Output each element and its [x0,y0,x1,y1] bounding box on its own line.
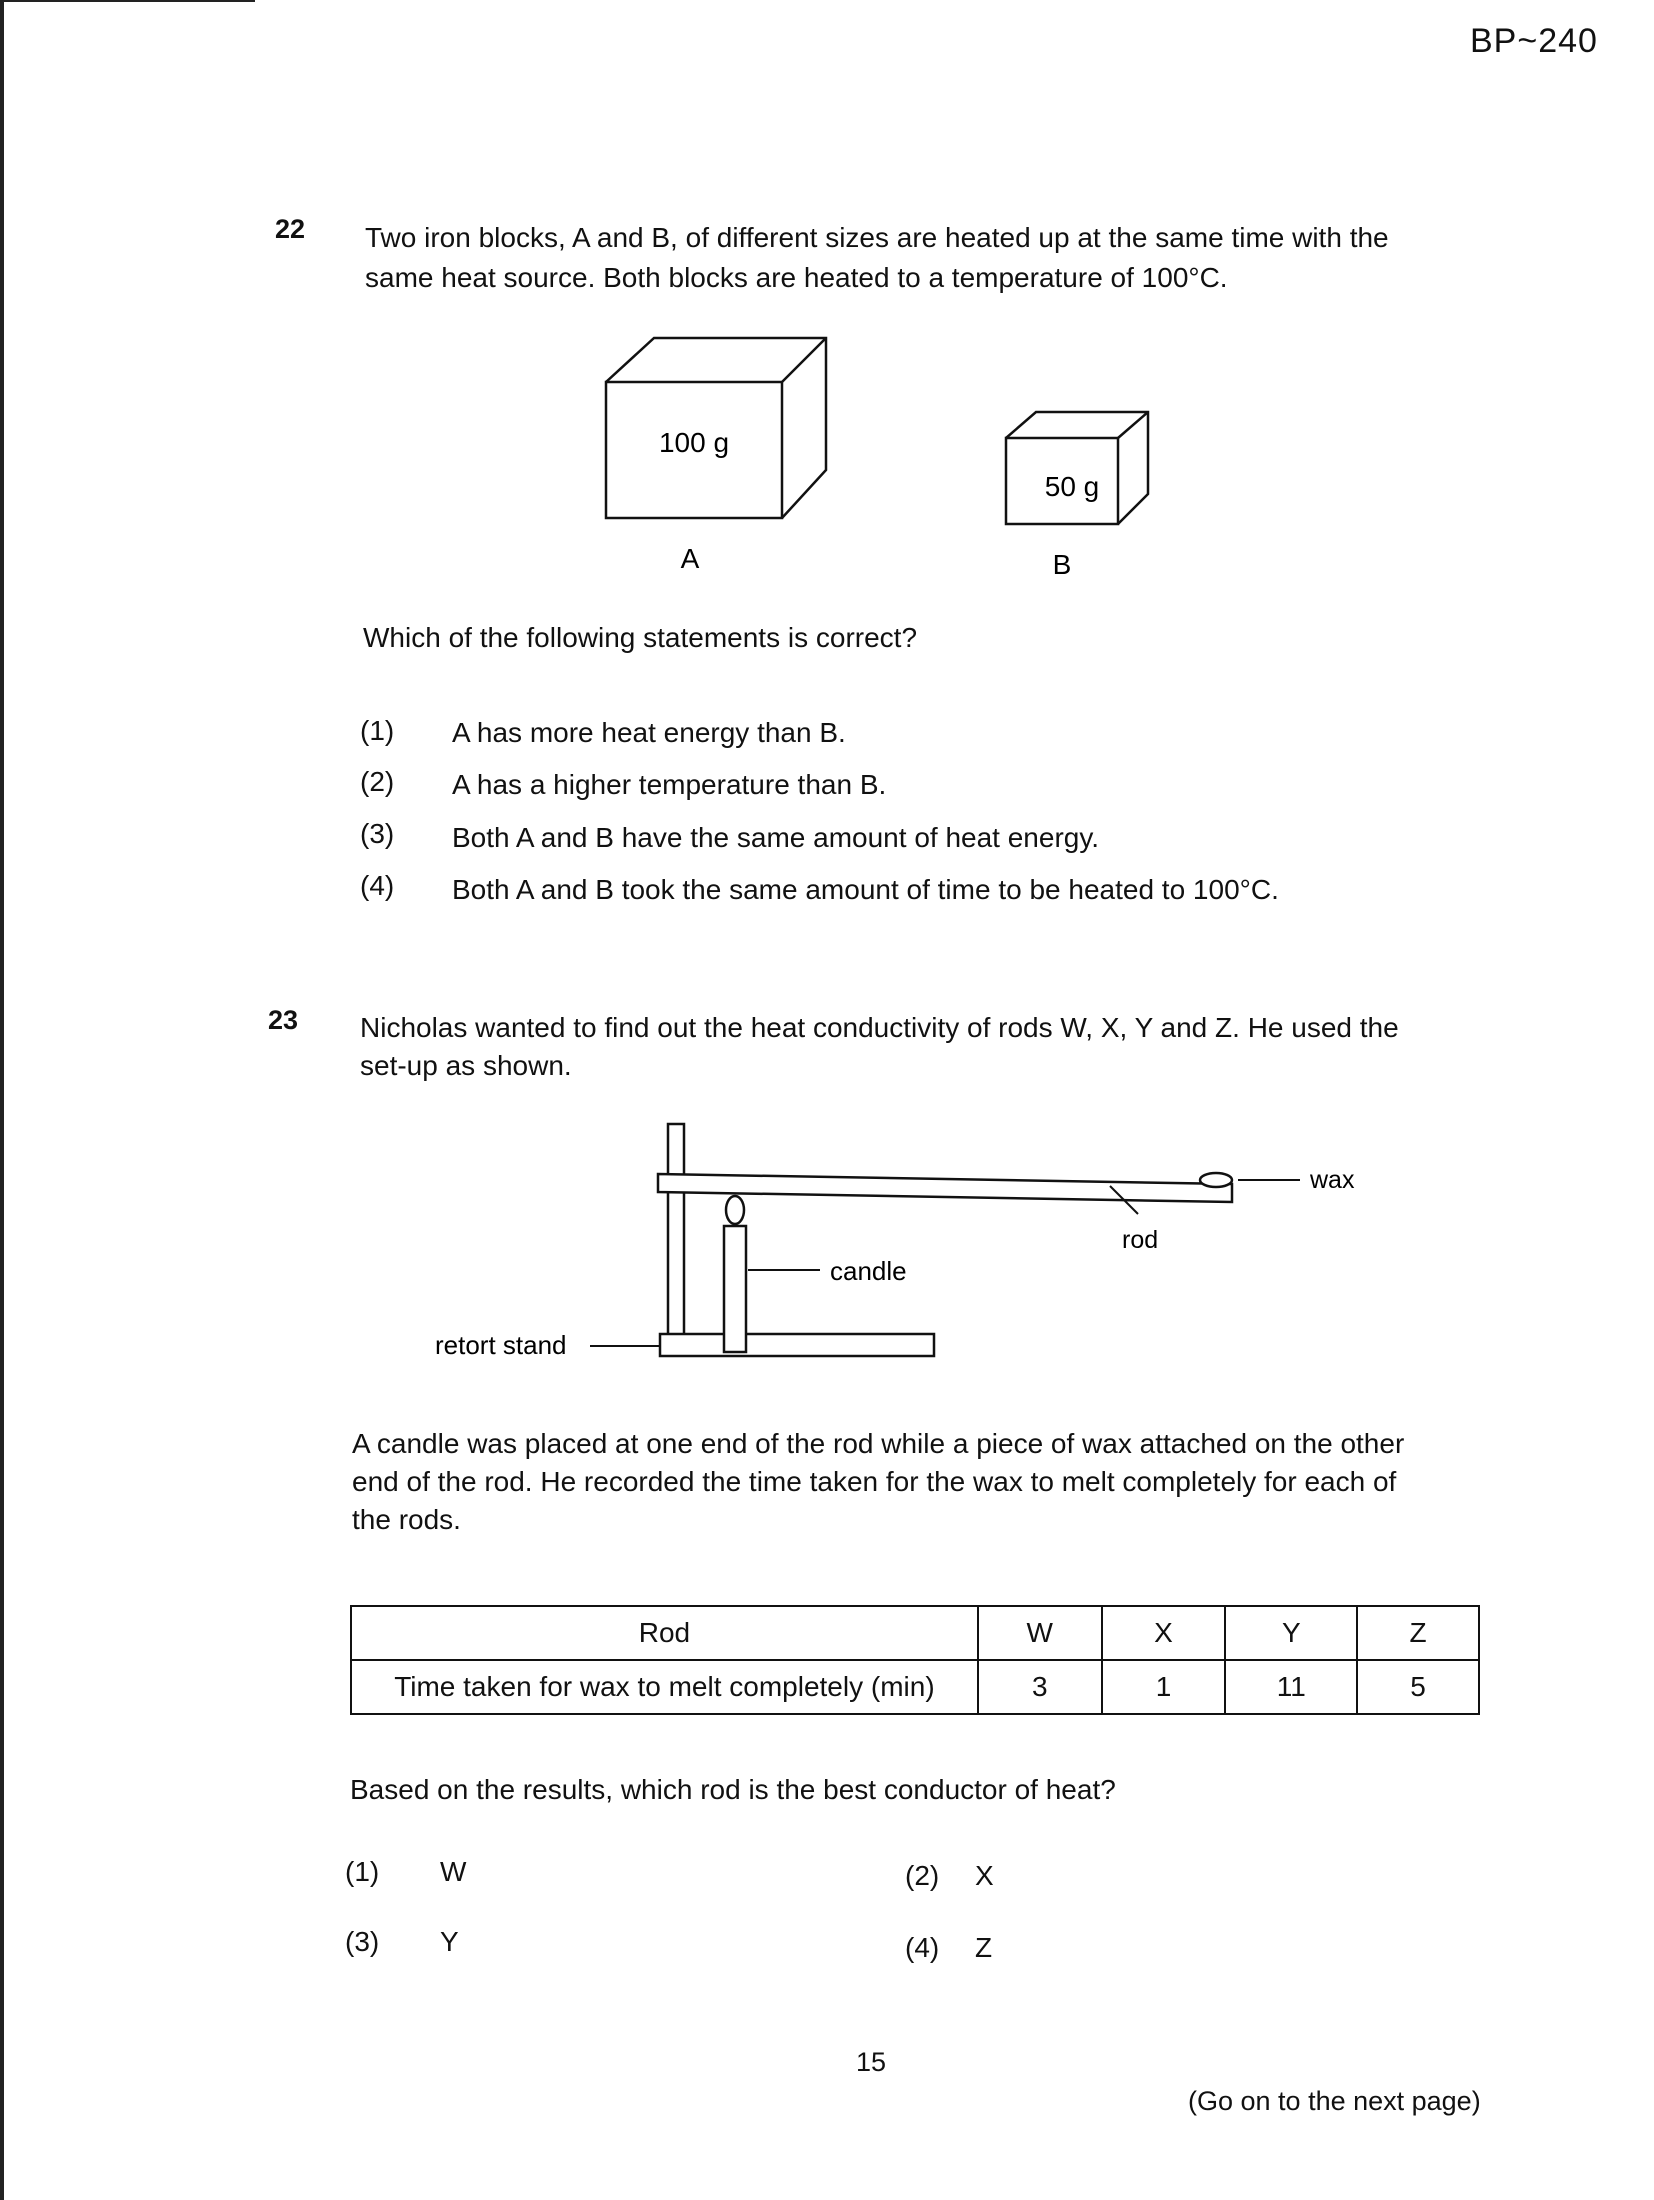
table-cell: 11 [1225,1660,1357,1714]
scan-edge-top [0,0,255,2]
question-22-number: 22 [275,214,306,244]
wax-piece [1200,1173,1232,1187]
q22-option-2-number: (2) [360,766,395,797]
block-b-label: B [1052,549,1072,580]
block-a-label: A [680,543,700,574]
results-table [350,1605,1480,1715]
candle-label: candle [830,1256,907,1286]
question-23-prompt: Based on the results, which rod is the best conductor of heat? [350,1774,1116,1805]
question-23-number: 23 [268,1005,299,1035]
table-cell: 1 [1102,1660,1226,1714]
q22-option-1-text: A has more heat energy than B. [452,717,846,748]
q22-option-1-number: (1) [360,715,395,746]
table-header-cell: X [1102,1606,1226,1660]
question-22-prompt: Which of the following statements is correct? [363,622,918,653]
table-header-cell: Z [1357,1606,1479,1660]
candle [724,1196,746,1352]
retort-stand-label: retort stand [435,1330,567,1360]
table-header-row [351,1606,1479,1660]
q22-option-4-number: (4) [360,870,395,901]
page-number: 15 [856,2047,887,2077]
table-header-cell: Rod [351,1606,978,1660]
table-cell: Time taken for wax to melt completely (min) [351,1660,978,1714]
q23-option-4-text: Z [975,1932,993,1963]
question-22-stem-line2: same heat source. Both blocks are heated to a temperature of 100°C. [365,262,1228,293]
table-cell: 3 [978,1660,1102,1714]
retort-stand [660,1124,934,1356]
q23-option-3-text: Y [440,1926,459,1957]
heat-conduction-setup-diagram [420,1110,1380,1380]
q23-option-4-number: (4) [905,1932,940,1963]
iron-blocks-diagram [590,330,1190,590]
question-23-stem-line1: Nicholas wanted to find out the heat conductivity of rods W, X, Y and Z. He used the [360,1012,1399,1043]
question-22-stem-line1: Two iron blocks, A and B, of different sizes are heated up at the same time with the [365,222,1389,253]
q22-option-4-text: Both A and B took the same amount of time to be heated to 100°C. [452,874,1279,905]
question-23-stem-line2: set-up as shown. [360,1050,572,1081]
q23-option-1-text: W [440,1856,467,1887]
q23-option-3-number: (3) [345,1926,380,1957]
table-header-cell: Y [1225,1606,1357,1660]
wax-label: wax [1310,1166,1355,1194]
block-a-mass: 100 g [658,427,730,458]
block-b-mass: 50 g [1044,471,1100,502]
question-23-desc-line2: end of the rod. He recorded the time taken for the wax to melt completely for each of [352,1466,1397,1497]
page-code: BP~240 [1470,22,1598,60]
table-cell: 5 [1357,1660,1479,1714]
q22-option-2-text: A has a higher temperature than B. [452,769,887,800]
q22-option-3-text: Both A and B have the same amount of heat energy. [452,822,1100,853]
question-23-desc-line3: the rods. [352,1504,461,1535]
block-b [1006,412,1148,524]
q23-option-2-number: (2) [905,1860,940,1891]
q22-option-3-number: (3) [360,818,395,849]
table-row [351,1660,1479,1714]
question-23-desc-line1: A candle was placed at one end of the rod while a piece of wax attached on the other [352,1428,1405,1459]
label-leaders [590,1180,1300,1346]
table-header-cell: W [978,1606,1102,1660]
rod [658,1174,1232,1202]
scan-edge-left [0,0,4,2200]
q23-option-2-text: X [975,1860,994,1891]
next-page-note: (Go on to the next page) [1188,2086,1481,2116]
rod-label: rod [1122,1226,1159,1254]
q23-option-1-number: (1) [345,1856,380,1887]
